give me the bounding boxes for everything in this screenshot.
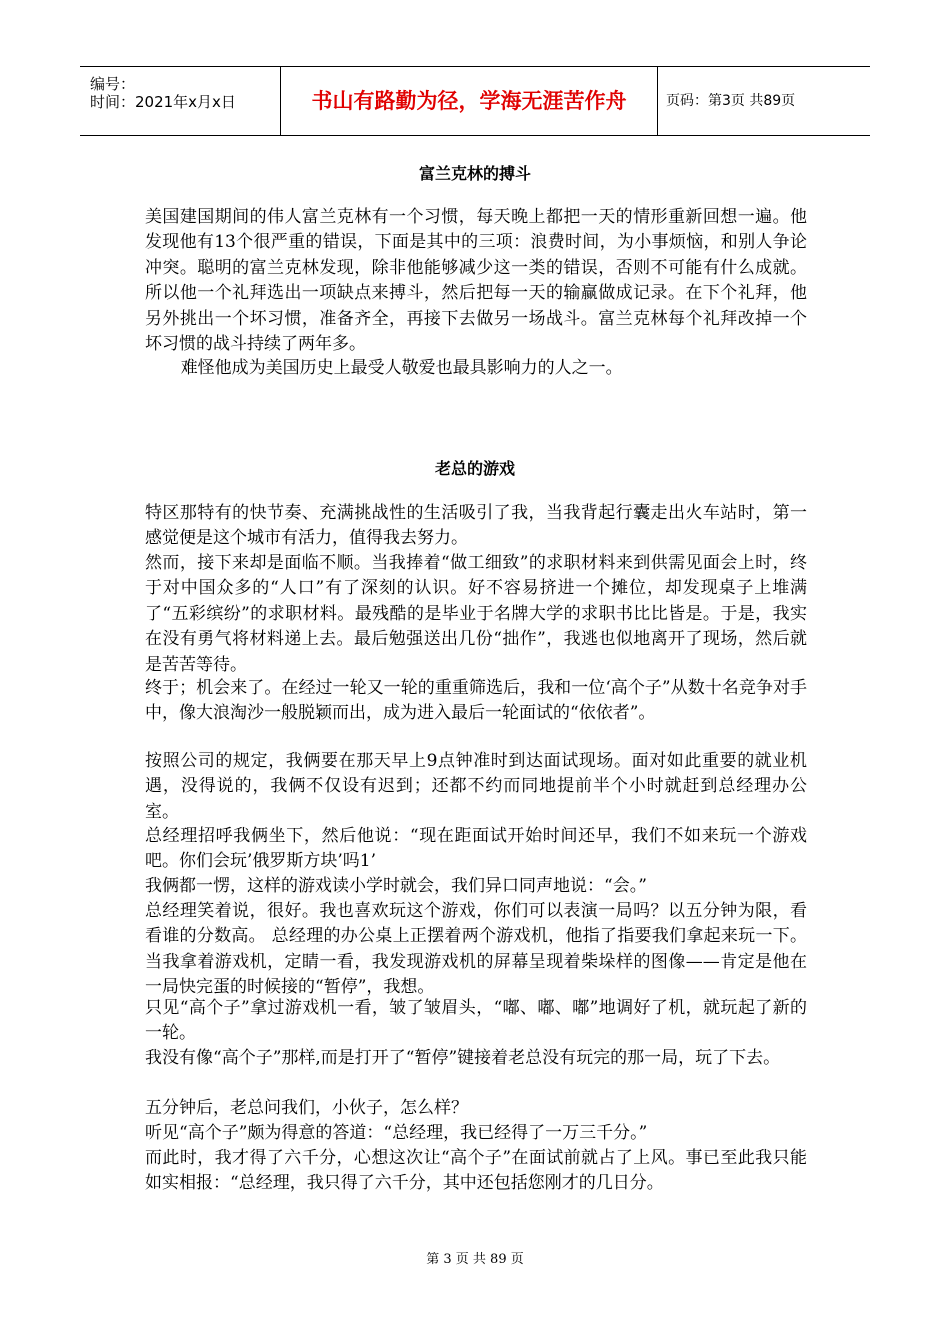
article2-paragraph: 特区那特有的快节奏、充满挑战性的生活吸引了我，当我背起行囊走出火车站时，第一感觉便是这个城市有活力，值得我去努力。 xyxy=(145,503,807,549)
motto: 书山有路勤为径，学海无涯苦作舟 xyxy=(280,67,658,135)
article2-paragraph: 终于；机会来了。在经过一轮又一轮的重重筛选后，我和一位‘高个子”从数十名竞争对手中，像大浪淘沙一般脱颖而出，成为进入最后一轮面试的“依依者”。 xyxy=(145,678,807,724)
page-header xyxy=(80,66,870,136)
date-label: 时间：2021年x月x日 xyxy=(90,93,236,111)
number-label: 编号： xyxy=(90,75,136,93)
article2-paragraph: 五分钟后，老总问我们，小伙子，怎么样？ xyxy=(145,1098,468,1118)
article-title-2: 老总的游戏 xyxy=(434,459,515,478)
article-title-1: 富兰克林的搏斗 xyxy=(418,164,531,183)
header-info xyxy=(80,67,280,135)
article1-paragraph-1: 美国建国期间的伟人富兰克林有一个习惯，每天晚上都把一天的情形重新回想一遍。他发现他有13个很严重的错误，下面是其中的三项：浪费时间，为小事烦恼，和别人争论冲突。聪明的富兰克林发现，除非他能够减少这一类的错误，否则不可能有什么成就。所以他一个礼拜选出一项缺点来搏斗，然后把每一天的输赢做成记录。在下个礼拜，他另外挑出一个坏习惯，准备齐全，再接下去做另一场战斗。富兰克林每个礼拜改掉一个坏习惯的战斗持续了两年多。 xyxy=(145,207,807,355)
page-footer: 第 3 页 共 89 页 xyxy=(426,1252,524,1267)
article2-paragraph: 听见“高个子”颇为得意的答道：“总经理，我已经得了一万三千分。” xyxy=(145,1123,648,1143)
article2-paragraph: 总经理笑着说，很好。我也喜欢玩这个游戏，你们可以表演一局吗？以五分钟为限，看看谁的分数高。 总经理的办公桌上正摆着两个游戏机，他指了指要我们拿起来玩一下。当我拿着游戏机，定睛一看，我发现游戏机的屏幕呈现着柴垛样的图像——肯定是他在一局快完蛋的时候接的“暂停”，我想。 xyxy=(145,901,807,998)
article2-paragraph: 按照公司的规定，我俩要在那天早上9点钟准时到达面试现场。面对如此重要的就业机遇，没得说的，我俩不仅设有迟到；还都不约而同地提前半个小时就赶到总经理办公室。 xyxy=(145,751,807,822)
article2-paragraph: 我没有像“高个子”那样,而是打开了“暂停”键接着老总没有玩完的那一局，玩了下去。 xyxy=(145,1048,781,1068)
article2-paragraph: 然而，接下来却是面临不顺。当我捧着“做工细致”的求职材料来到供需见面会上时，终于对中国众多的“人口”有了深刻的认识。好不容易挤进一个摊位，却发现桌子上堆满了“五彩缤纷”的求职材料。最残酷的是毕业于名牌大学的求职书比比皆是。于是，我实在没有勇气将材料递上去。最后勉强送出几份“拙作”，我逃也似地离开了现场，然后就是苦苦等待。 xyxy=(145,553,807,675)
article2-paragraph: 我俩都一愣，这样的游戏读小学时就会，我们异口同声地说：“会。” xyxy=(145,876,647,896)
article1-paragraph-2: 难怪他成为美国历史上最受人敬爱也最具影响力的人之一。 xyxy=(180,358,623,378)
article2-paragraph: 总经理招呼我俩坐下，然后他说：“现在距面试开始时间还早，我们不如来玩一个游戏吧。你们会玩’俄罗斯方块’吗1’ xyxy=(145,826,807,872)
page-label: 页码：第3页 共89页 xyxy=(666,93,796,109)
article2-paragraph: 而此时，我才得了六千分，心想这次让“高个子”在面试前就占了上风。事已至此我只能如实相报：“总经理，我只得了六千分，其中还包括您刚才的几日分。 xyxy=(145,1148,807,1194)
article2-paragraph: 只见“高个子”拿过游戏机一看，皱了皱眉头，“嘟、嘟、嘟”地调好了机，就玩起了新的一轮。 xyxy=(145,998,807,1044)
